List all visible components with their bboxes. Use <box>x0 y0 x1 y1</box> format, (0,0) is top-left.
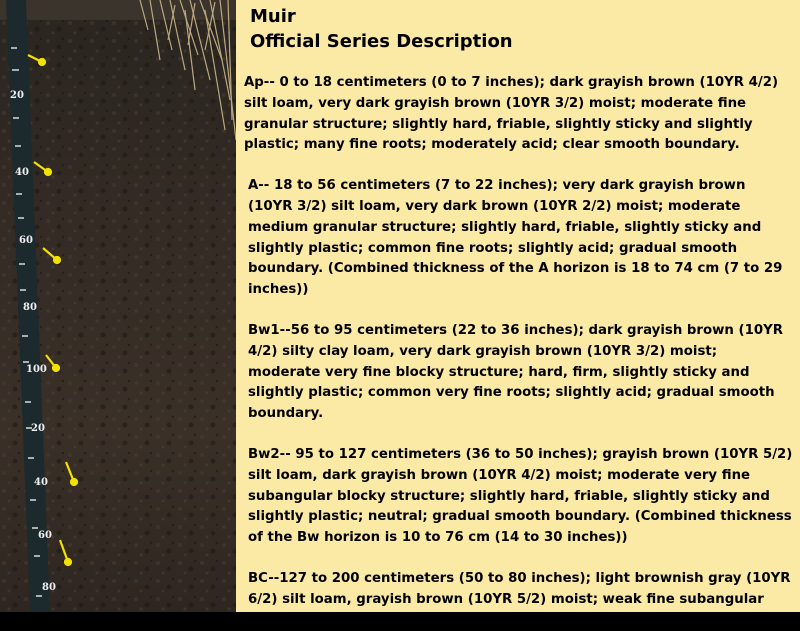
tape-label: 20 <box>31 423 45 434</box>
tape-label: 100 <box>26 364 47 375</box>
tape-label: 80 <box>23 302 37 313</box>
tape-label: 80 <box>42 582 56 593</box>
horizon-ap: Ap-- 0 to 18 centimeters (0 to 7 inches); dark grayish brown (10YR 4/2) silt loam, very dark grayish brown (10YR 3/2) moist; moderate fine granular structure; slightly hard, friable, slightly sticky and slightly plastic; many fine roots; moderately acid; clear smooth boundary. <box>244 75 779 153</box>
tape-label: 20 <box>10 90 24 101</box>
horizon-bc: BC--127 to 200 centimeters (50 to 80 inches); light brownish gray (10YR 6/2) silt loam, grayish brown (10YR 5/2) moist; weak fine subangular blocky structure; hard, firm; slightly acid. <box>248 570 791 628</box>
tape-label: 40 <box>15 167 29 178</box>
soil-profile-image <box>0 0 236 612</box>
soil-profile-photo <box>0 0 236 612</box>
series-subtitle: Official Series Description <box>250 31 513 52</box>
series-name: Muir <box>250 6 296 27</box>
tape-label: 40 <box>34 477 48 488</box>
horizon-a: A-- 18 to 56 centimeters (7 to 22 inches); very dark grayish brown (10YR 3/2) silt loam, very dark brown (10YR 2/2) moist; moderate medium granular structure; slightly hard, friable, slightly sticky and slightly plastic; common fine roots; slightly acid; gradual smooth boundary. (Combined thickness of the A horizon is 18 to 74 cm (7 to 29 inches)) <box>248 178 783 298</box>
tape-label: 60 <box>19 235 33 246</box>
description-panel <box>236 0 800 628</box>
horizon-list <box>244 73 794 631</box>
tape-label: 60 <box>38 530 52 541</box>
horizon-bw2: Bw2-- 95 to 127 centimeters (36 to 50 inches); grayish brown (10YR 5/2) silt loam, dark grayish brown (10YR 4/2) moist; moderate very fine subangular blocky structure; slightly hard, friable, slightly sticky and slightly plastic; neutral; gradual smooth boundary. (Combined thickness of the Bw horizon is 10 to 76 cm (14 to 30 inches)) <box>248 446 793 546</box>
horizon-bw1: Bw1--56 to 95 centimeters (22 to 36 inches); dark grayish brown (10YR 4/2) silty clay loam, very dark grayish brown (10YR 3/2) moist; moderate very fine blocky structure; hard, firm, slightly sticky and slightly plastic; common very fine roots; slightly acid; gradual smooth boundary. <box>248 322 783 422</box>
